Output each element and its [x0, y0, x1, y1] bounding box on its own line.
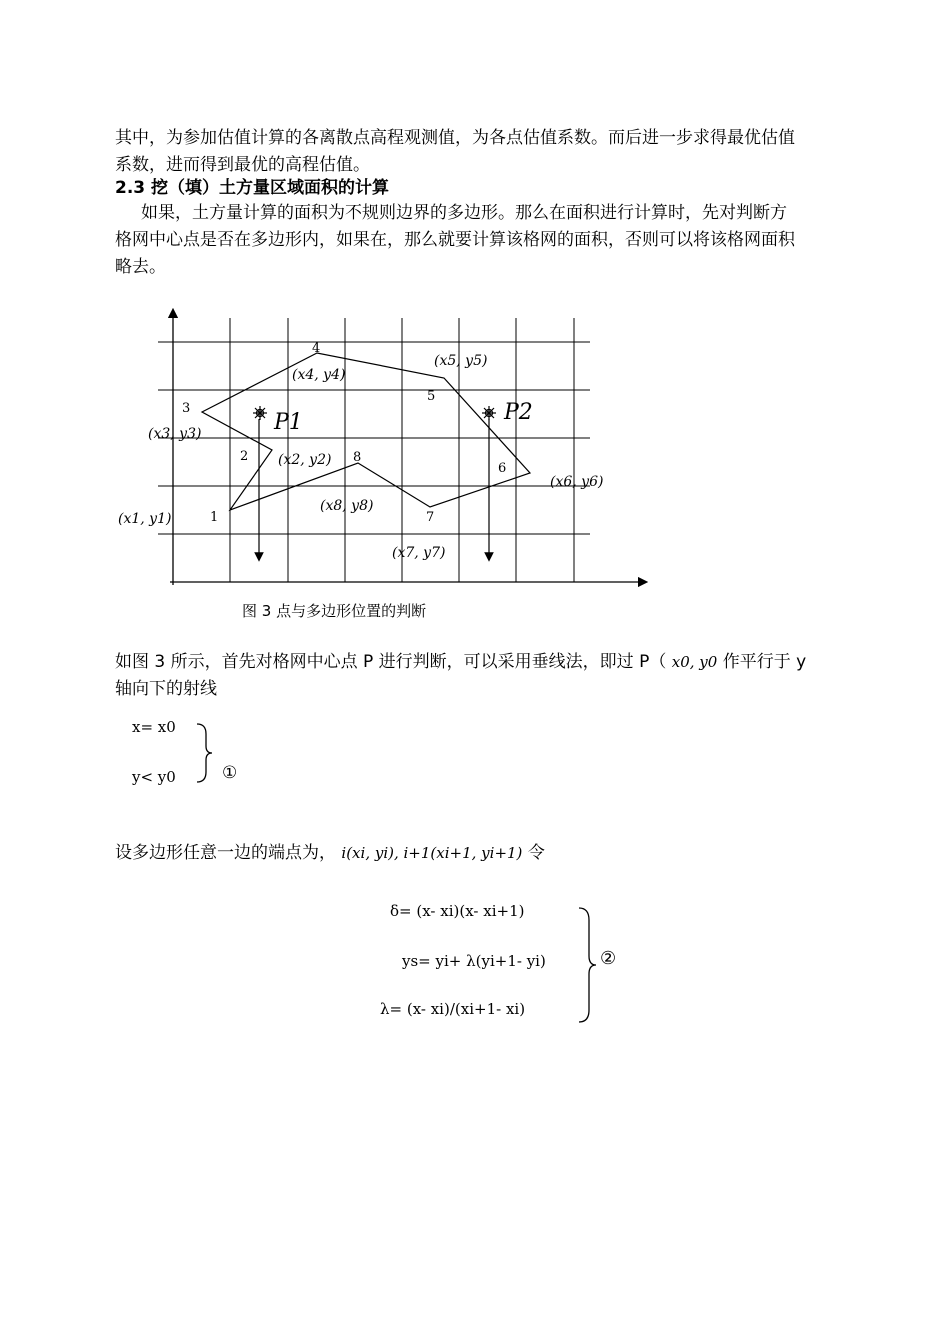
section-heading: 2.3 挖（填）土方量区域面积的计算 [115, 178, 390, 198]
paragraph-2-line-1: 如果，土方量计算的面积为不规则边界的多边形。那么在面积进行计算时，先对判断方 [141, 203, 787, 223]
vertex-number-2: 2 [240, 449, 249, 464]
equation-1-line-2: y< y0 [132, 768, 176, 786]
vertex-label-8: (x8, y8) [320, 498, 374, 514]
equation-2 [380, 900, 640, 1030]
vertex-number-5: 5 [427, 389, 436, 404]
paragraph-4-text-b: 令 [527, 843, 545, 863]
brace-icon [194, 722, 214, 784]
paragraph-2 [115, 200, 865, 281]
paragraph-2-line-2: 格网中心点是否在多边形内，如果在，那么就要计算该格网的面积，否则可以将该格网面积 [115, 230, 795, 250]
vertex-label-3: (x3, y3) [148, 426, 202, 442]
vertex-label-7: (x7, y7) [392, 545, 446, 561]
equation-1-line-1: x= x0 [132, 718, 176, 736]
paragraph-3-line-1b: 作平行于 y [722, 652, 807, 672]
vertex-number-3: 3 [182, 401, 191, 416]
point-p2-marker [482, 406, 496, 420]
paragraph-3-coordinate: x0, y0 [671, 653, 718, 671]
point-p1-marker [253, 406, 267, 420]
paragraph-3-line-2: 轴向下的射线 [115, 679, 217, 699]
paragraph-1 [115, 125, 865, 179]
brace-icon [576, 906, 598, 1024]
vertex-number-6: 6 [498, 461, 507, 476]
paragraph-4 [115, 840, 735, 867]
equation-1 [132, 718, 262, 788]
equation-2-number: ② [600, 948, 617, 969]
vertex-label-2: (x2, y2) [278, 452, 332, 468]
paragraph-3-line-1a: 如图 3 所示，首先对格网中心点 P 进行判断，可以采用垂线法，即过 P（ [115, 652, 667, 672]
equation-1-number: ① [222, 763, 238, 783]
polygon-grid-figure [110, 295, 655, 630]
vertex-number-8: 8 [353, 450, 362, 465]
equation-2-line-2: ys= yi+ λ(yi+1- yi) [402, 952, 546, 970]
grid-lines [158, 318, 590, 582]
point-label-p1: P1 [274, 410, 303, 435]
equation-2-line-1: δ= (x- xi)(x- xi+1) [390, 902, 525, 920]
paragraph-4-endpoints: i(xi, yi), i+1(xi+1, yi+1) [341, 844, 523, 862]
equation-2-line-3: λ= (x- xi)/(xi+1- xi) [380, 1000, 526, 1018]
vertex-label-5: (x5, y5) [434, 353, 488, 369]
vertex-label-4: (x4, y4) [292, 367, 346, 383]
vertex-label-1: (x1, y1) [118, 511, 172, 527]
paragraph-1-line-2: 系数，进而得到最优的高程估值。 [115, 155, 370, 175]
point-label-p2: P2 [504, 400, 533, 425]
paragraph-1-line-1: 其中，为参加估值计算的各离散点高程观测值，为各点估值系数。而后进一步求得最优估值 [115, 128, 795, 148]
paragraph-3 [115, 649, 875, 703]
paragraph-4-text-a: 设多边形任意一边的端点为， [115, 843, 336, 863]
vertex-number-7: 7 [426, 510, 435, 525]
paragraph-2-line-3: 略去。 [115, 257, 166, 277]
vertex-label-6: (x6, y6) [550, 474, 604, 490]
vertex-number-4: 4 [312, 341, 321, 356]
figure-caption: 图 3 点与多边形位置的判断 [242, 602, 427, 620]
vertex-number-1: 1 [210, 510, 219, 525]
